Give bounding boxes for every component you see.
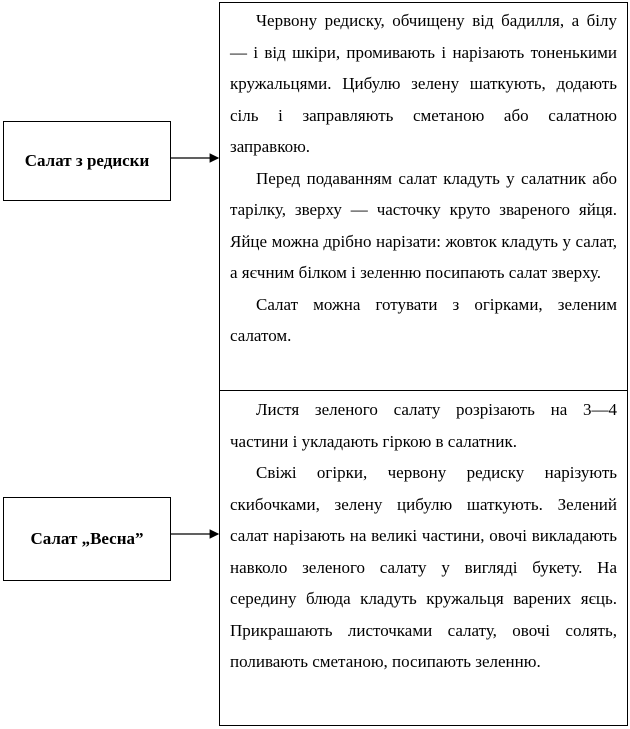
recipe-1-paragraph-1: Червону редиску, обчищену від бадилля, а білу — і від шкіри, промивають і нарізають тоненькими кружальцями. Цибулю зелену шаткують, додають сіль і заправляють сметаною або салатною заправкою. <box>230 11 617 156</box>
recipe-box-2 <box>219 390 628 726</box>
salad-name-box-2 <box>3 497 171 581</box>
salad-name-2: Салат „Весна” <box>30 529 144 548</box>
recipe-1-paragraph-2: Перед подаванням салат кладуть у салатник або тарілку, зверху — часточку круто звареного яйця. Яйце можна дрібно нарізати: жовток кладуть у салат, а яєчним білком і зеленню посипають салат зверху. <box>230 168 617 282</box>
recipe-2-paragraph-1: Листя зеленого салату розрізають на 3—4 частини і укладають гіркою в салатник. <box>230 400 617 451</box>
recipe-2-paragraph-2: Свіжі огірки, червону редиску нарізують скибочками, зелену цибулю шаткують. Зелений салат нарізають на великі частини, овочі викладають навколо зеленого салату у вигляді букету. На середину блюда кладуть кружальця варених яєць. Прикрашають листочками салату, овочі солять, поливають сметаною, посипають зеленню. <box>230 463 617 671</box>
salad-name-box-1 <box>3 121 171 201</box>
recipe-box-1 <box>219 2 628 391</box>
salad-name-1: Салат з редиски <box>24 151 150 170</box>
recipe-1-paragraph-3: Салат можна готувати з огірками, зеленим салатом. <box>230 294 617 345</box>
